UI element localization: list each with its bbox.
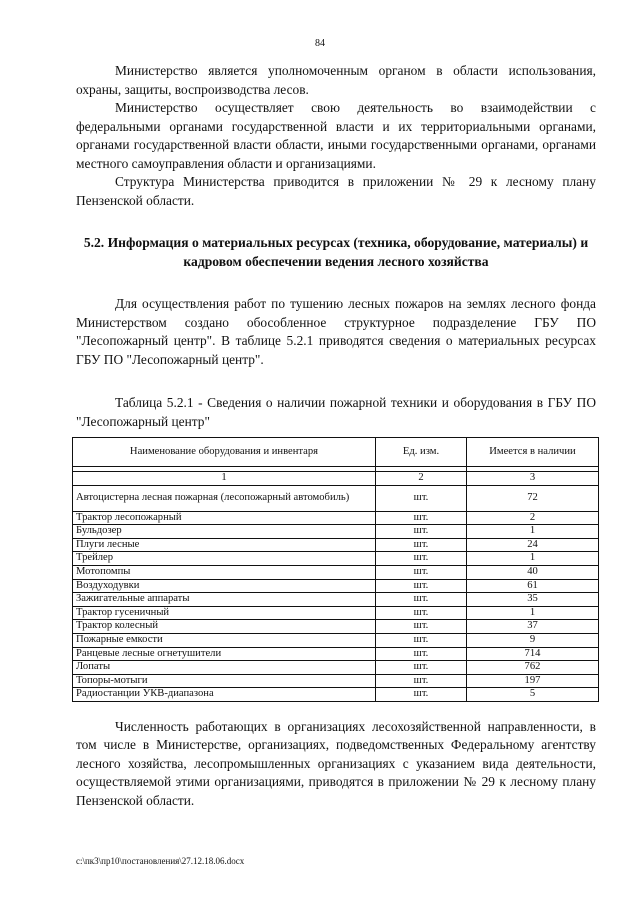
quantity-cell: 714 [467,647,599,661]
section-heading: 5.2. Информация о материальных ресурсах (техника, оборудование, материалы) и кадровом обеспечении ведения лесного хозяйства [83,235,589,269]
table-row [73,661,599,675]
quantity-cell: 61 [467,579,599,593]
table-column-numbers-row [73,472,599,486]
table-row [73,565,599,579]
table-row [73,552,599,566]
quantity-cell: 2 [467,511,599,525]
unit-cell: шт. [376,606,467,620]
table-row [73,674,599,688]
equipment-name-cell: Ранцевые лесные огнетушители [73,647,376,661]
equipment-name-cell: Пожарные емкости [73,633,376,647]
quantity-cell: 762 [467,661,599,675]
unit-cell: шт. [376,538,467,552]
document-body [76,62,596,810]
paragraph-closing: Численность работающих в организациях лесохозяйственной направленности, в том числе в Министерстве, организациях, подведомственных Федеральному агентству лесного хозяйства, лесопромышленных организациях с указанием вида деятельности, осуществляемой этими организациями, приводятся в приложении № 29 к лесному плану Пензенской области. [76,718,596,808]
unit-cell: шт. [376,674,467,688]
quantity-cell: 24 [467,538,599,552]
quantity-cell: 37 [467,620,599,634]
file-path-footer: c:\пк3\пр10\постановления\27.12.18.06.docx [76,856,245,866]
equipment-name-cell: Плуги лесные [73,538,376,552]
header-equipment-name: Наименование оборудования и инвентаря [73,438,376,467]
table-row [73,633,599,647]
unit-cell: шт. [376,620,467,634]
unit-cell: шт. [376,661,467,675]
unit-cell: шт. [376,688,467,702]
equipment-name-cell: Зажигательные аппараты [73,593,376,607]
page-number: 84 [315,38,325,49]
unit-cell: шт. [376,593,467,607]
quantity-cell: 35 [467,593,599,607]
unit-cell: шт. [376,647,467,661]
table-row [73,525,599,539]
quantity-cell: 5 [467,688,599,702]
table-body [73,485,599,701]
table-header-row [73,438,599,467]
equipment-table [72,437,599,702]
table-row [73,538,599,552]
equipment-name-cell: Радиостанции УКВ-диапазона [73,688,376,702]
paragraph-intro: Для осуществления работ по тушению лесных пожаров на землях лесного фонда Министерством создано обособленное структурное подразделение ГБУ ПО "Лесопожарный центр". В таблице 5.2.1 приводятся сведения о материальных ресурсах ГБУ ПО "Лесопожарный центр". [76,296,596,367]
equipment-name-cell: Трейлер [73,552,376,566]
table-row [73,593,599,607]
paragraph-ministry-authority: Министерство является уполномоченным органом в области использования, охраны, защиты, воспроизводства лесов. [76,63,596,97]
quantity-cell: 1 [467,552,599,566]
column-number: 2 [376,472,467,486]
quantity-cell: 1 [467,525,599,539]
unit-cell: шт. [376,525,467,539]
paragraph-ministry-cooperation: Министерство осуществляет свою деятельность во взаимодействии с федеральными органами государственной власти и их территориальными органами, органами государственной власти области, иными государственными органами, органами местного самоуправления области и организациями. [76,100,596,171]
unit-cell: шт. [376,552,467,566]
equipment-name-cell: Трактор колесный [73,620,376,634]
equipment-name-cell: Лопаты [73,661,376,675]
equipment-name-cell: Воздуходувки [73,579,376,593]
equipment-name-cell: Трактор лесопожарный [73,511,376,525]
quantity-cell: 9 [467,633,599,647]
equipment-name-cell: Трактор гусеничный [73,606,376,620]
table-row [73,620,599,634]
unit-cell: шт. [376,633,467,647]
table-row [73,688,599,702]
header-unit: Ед. изм. [376,438,467,467]
column-number: 3 [467,472,599,486]
equipment-name-cell: Мотопомпы [73,565,376,579]
column-number: 1 [73,472,376,486]
quantity-cell: 40 [467,565,599,579]
equipment-name-cell: Автоцистерна лесная пожарная (лесопожарный автомобиль) [73,485,376,511]
equipment-name-cell: Бульдозер [73,525,376,539]
table-row [73,579,599,593]
unit-cell: шт. [376,485,467,511]
unit-cell: шт. [376,565,467,579]
quantity-cell: 197 [467,674,599,688]
header-quantity: Имеется в наличии [467,438,599,467]
equipment-name-cell: Топоры-мотыги [73,674,376,688]
unit-cell: шт. [376,579,467,593]
quantity-cell: 1 [467,606,599,620]
paragraph-ministry-structure: Структура Министерства приводится в приложении № 29 к лесному плану Пензенской области. [76,174,596,208]
table-row [73,485,599,511]
table-caption: Таблица 5.2.1 - Сведения о наличии пожарной техники и оборудования в ГБУ ПО "Лесопожарный центр" [76,395,596,429]
quantity-cell: 72 [467,485,599,511]
table-row [73,511,599,525]
unit-cell: шт. [376,511,467,525]
table-row [73,647,599,661]
table-row [73,606,599,620]
